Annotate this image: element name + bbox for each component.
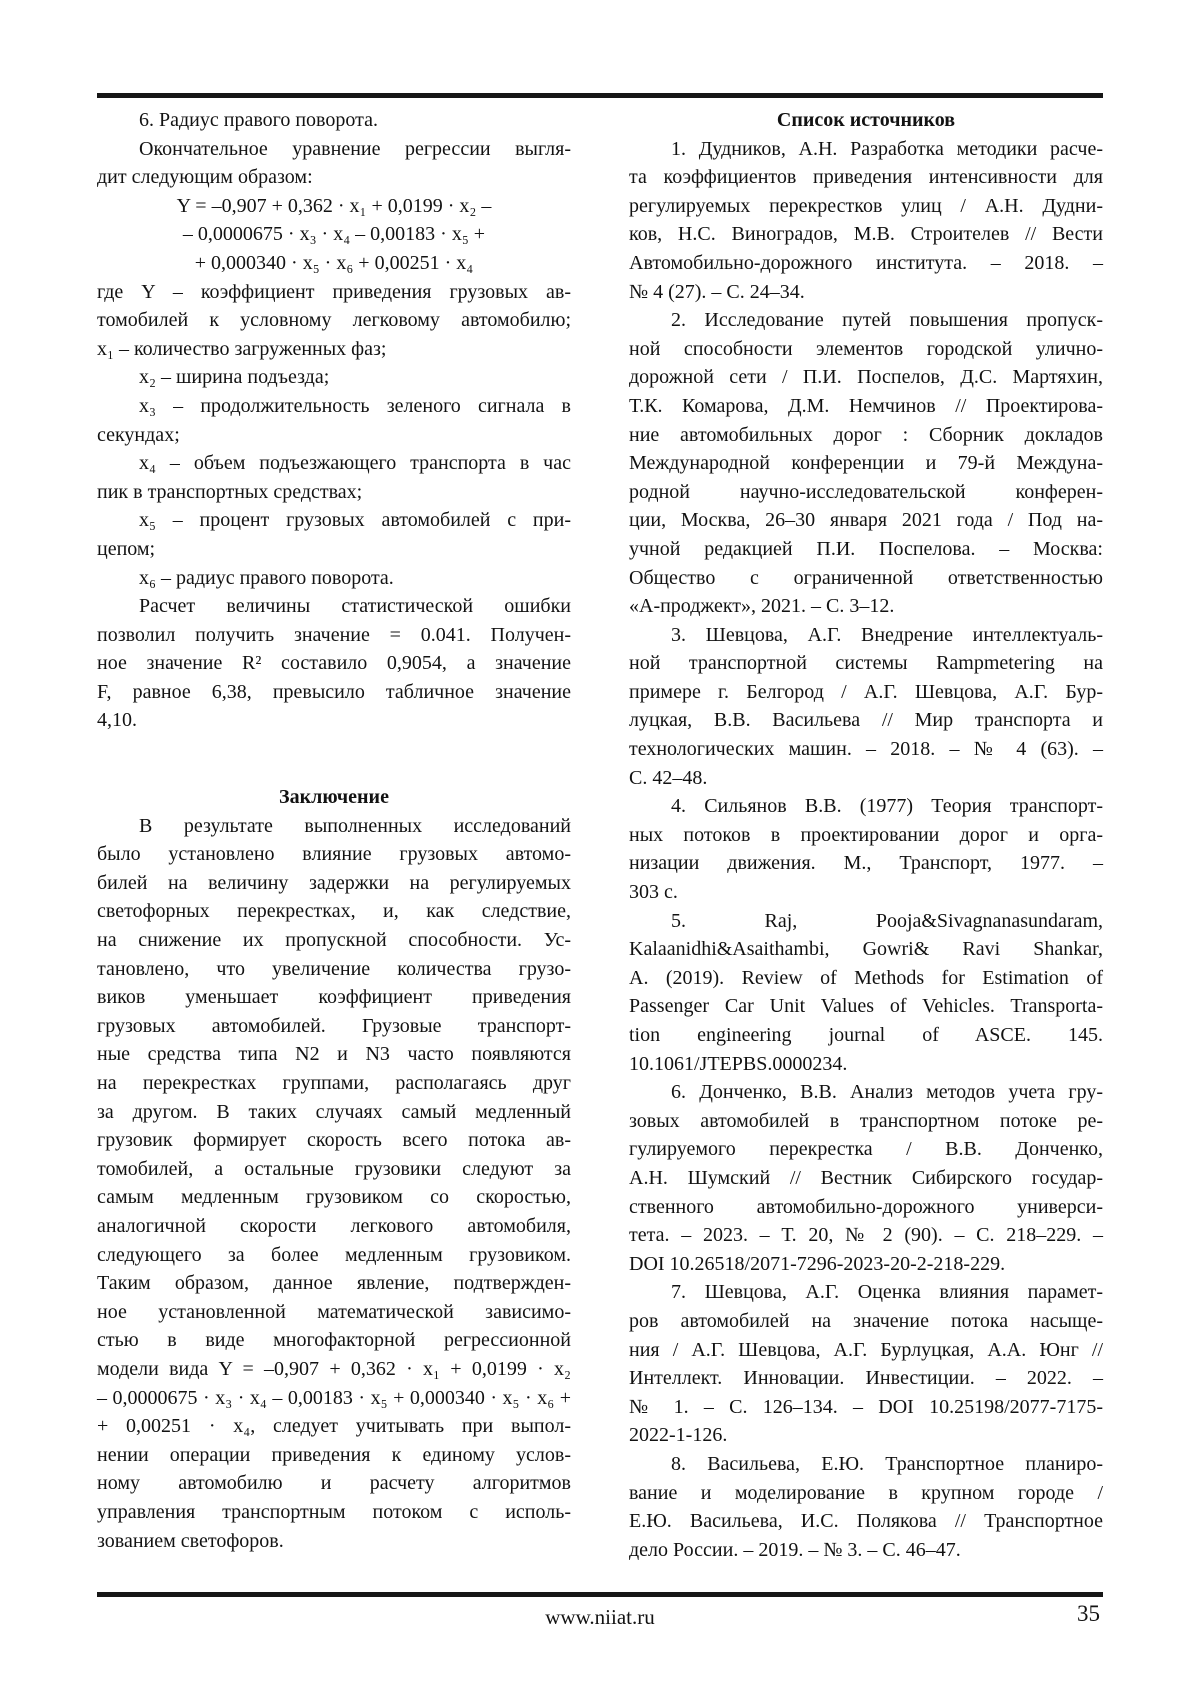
text-line: 3. Шевцова, А.Г. Внедрение интеллектуаль- — [671, 623, 1103, 646]
text-line: ному автомобилю и расчету алгоритмов — [97, 1472, 571, 1495]
text-line: F, равное 6,38, превысило табличное значение — [97, 680, 571, 703]
text-line: тановлено, что увеличение количества грузо- — [97, 957, 571, 980]
footer-site-url: www.niiat.ru — [545, 1605, 655, 1629]
regression-formula — [97, 192, 571, 278]
text-line: 6. Донченко, В.В. Анализ методов учета гру- — [671, 1081, 1103, 1104]
text-line: грузовик формирует скорость всего потока ав- — [97, 1129, 571, 1152]
text-line: x₂ – ширина подъезда; — [139, 366, 330, 389]
text-line: 303 с. — [629, 881, 678, 904]
text-line: 4. Сильянов В.В. (1977) Теория транспорт- — [671, 795, 1103, 818]
variable-definition-x3 — [97, 392, 571, 449]
text-line: низации движения. М., Транспорт, 1977. – — [629, 852, 1103, 875]
text-line: ния / А.Г. Шевцова, А.Г. Бурлуцкая, А.А. Юнг // — [629, 1338, 1103, 1361]
text-line: x₅ – процент грузовых автомобилей с при- — [139, 509, 571, 532]
right-column — [629, 106, 1103, 1564]
text-line: дорожной сети / П.И. Поспелов, Д.С. Мартяхин, — [629, 366, 1103, 389]
text-line: ции, Москва, 26–30 января 2021 года / Под на- — [629, 509, 1103, 532]
text-line: ной способности элементов городской улично- — [629, 337, 1103, 360]
text-line: ние автомобильных дорог : Сборник докладов — [629, 423, 1103, 446]
text-line: технологических машин. – 2018. – № 4 (63). – — [629, 738, 1103, 761]
text-line: ных потоков в проектировании дорог и орга- — [629, 823, 1103, 846]
text-line: стью в виде многофакторной регрессионной — [97, 1329, 571, 1352]
text-line: за другом. В таких случаях самый медленный — [97, 1100, 571, 1123]
text-line: 7. Шевцова, А.Г. Оценка влияния парамет- — [671, 1281, 1103, 1304]
text-line: Автомобильно-дорожного института. – 2018. – — [629, 251, 1103, 274]
reference-item-7 — [629, 1278, 1103, 1450]
text-line: ной транспортной системы Rampmetering на — [629, 652, 1103, 675]
two-column-layout — [97, 106, 1103, 1564]
text-line: Y = –0,907 + 0,362 · x₁ + 0,0199 · x₂ – — [176, 194, 492, 217]
text-line: x₁ – количество загруженных фаз; — [97, 337, 387, 360]
top-rule — [97, 93, 1103, 98]
text-line: 10.1061/JTEPBS.0000234. — [629, 1052, 848, 1075]
text-line: 1. Дудников, А.Н. Разработка методики расче- — [671, 137, 1103, 160]
text-line: С. 42–48. — [629, 766, 708, 789]
text-line: цепом; — [97, 537, 156, 560]
text-line: – 0,0000675 · x₃ · x₄ – 0,00183 · x₅ + — [182, 223, 486, 246]
text-line: Общество с ограниченной ответственностью — [629, 566, 1103, 589]
conclusion-heading: Заключение — [279, 786, 389, 809]
variable-definition-x2 — [97, 363, 571, 392]
text-line: томобилей к условному легковому автомобилю; — [97, 309, 571, 332]
variable-definition-x6 — [97, 564, 571, 593]
text-line: гулируемого перекрестка / В.В. Донченко, — [629, 1138, 1103, 1161]
text-line: тета. – 2023. – Т. 20, № 2 (90). – С. 218–229. – — [629, 1224, 1103, 1247]
variable-definition-x1 — [97, 335, 571, 364]
text-line: № 4 (27). – С. 24–34. — [629, 280, 805, 303]
text-line: самым медленным грузовиком со скоростью, — [97, 1186, 571, 1209]
variable-definition-x4 — [97, 449, 571, 506]
variable-definition-y — [97, 278, 571, 335]
text-line: модели вида Y = –0,907 + 0,362 · x₁ + 0,0199 · x₂ — [97, 1357, 571, 1380]
text-line: Passenger Car Unit Values of Vehicles. Transporta- — [629, 995, 1103, 1018]
text-line: x₃ – продолжительность зеленого сигнала в — [139, 394, 571, 417]
text-line: ные средства типа N2 и N3 часто появляются — [97, 1043, 571, 1066]
text-line: x₆ – радиус правого поворота. — [139, 566, 394, 589]
text-line: пик в транспортных средствах; — [97, 480, 363, 503]
text-line: Таким образом, данное явление, подтвержден- — [97, 1272, 571, 1295]
text-line: луцкая, В.В. Васильева // Мир транспорта и — [629, 709, 1103, 732]
text-line: Расчет величины статистической ошибки — [139, 595, 571, 618]
text-line: Окончательное уравнение регрессии выгля- — [139, 137, 571, 160]
text-line: регулируемых перекрестков улиц / А.Н. Дудни- — [629, 194, 1103, 217]
paragraph-statistics — [97, 592, 571, 735]
text-line: 8. Васильева, Е.Ю. Транспортное планиро- — [671, 1452, 1103, 1475]
text-line: A. (2019). Review of Methods for Estimation of — [629, 966, 1103, 989]
text-line: секундах; — [97, 423, 180, 446]
text-line: + 0,000340 · x₅ · x₆ + 0,00251 · x₄ — [194, 251, 474, 274]
text-line: светофорных перекрестках, и, как следствие, — [97, 900, 571, 923]
reference-item-2 — [629, 306, 1103, 621]
text-line: ков, Н.С. Виноградов, М.В. Строителев // Вести — [629, 223, 1103, 246]
text-line: 4,10. — [97, 709, 137, 732]
bottom-rule — [97, 1592, 1103, 1597]
text-line: Международной конференции и 79-й Междуна- — [629, 452, 1103, 475]
text-line: дело России. – 2019. – № 3. – С. 46–47. — [629, 1538, 961, 1561]
text-line: билей на величину задержки на регулируемых — [97, 871, 571, 894]
text-line: 2022-1-126. — [629, 1424, 728, 1447]
text-line: следующего за более медленным грузовиком. — [97, 1243, 571, 1266]
text-line: ное значение R² составило 0,9054, а значение — [97, 652, 571, 675]
reference-item-1 — [629, 135, 1103, 307]
text-line: А.Н. Шумский // Вестник Сибирского государ- — [629, 1166, 1103, 1189]
text-line: ров автомобилей на значение потока насыще- — [629, 1309, 1103, 1332]
text-line: ное установленной математической зависимо- — [97, 1300, 571, 1323]
text-line: дит следующим образом: — [97, 166, 313, 189]
text-line: зовых автомобилей в транспортном потоке ре- — [629, 1109, 1103, 1132]
text-line: нении операции приведения к единому услов- — [97, 1443, 571, 1466]
text-line: В результате выполненных исследований — [139, 814, 571, 837]
conclusion-paragraph — [97, 812, 571, 1555]
text-line: 6. Радиус правого поворота. — [139, 109, 378, 131]
reference-item-8 — [629, 1450, 1103, 1564]
text-line: виков уменьшает коэффициент приведения — [97, 986, 571, 1009]
text-line: Интеллект. Инновации. Инвестиции. – 2022. – — [629, 1367, 1103, 1390]
variable-definition-x5 — [97, 506, 571, 563]
text-line: родной научно-исследовательской конферен- — [629, 480, 1103, 503]
text-line: где Y – коэффициент приведения грузовых ав- — [97, 280, 571, 303]
text-line: 5. Raj, Pooja&Sivagnanasundaram, — [671, 909, 1103, 932]
text-line: зованием светофоров. — [97, 1529, 284, 1552]
text-line: tion engineering journal of ASCE. 145. — [629, 1024, 1103, 1046]
text-line: вание и моделирование в крупном городе / — [629, 1481, 1103, 1504]
text-line: на перекрестках группами, располагаясь друг — [97, 1072, 571, 1094]
text-line: управления транспортным потоком с исполь- — [97, 1500, 571, 1523]
text-line: аналогичной скорости легкового автомобиля, — [97, 1214, 571, 1237]
text-line: томобилей, а остальные грузовики следуют за — [97, 1157, 571, 1180]
left-column — [97, 106, 571, 1564]
text-line: на снижение их пропускной способности. Ус- — [97, 929, 571, 952]
text-line: 2. Исследование путей повышения пропуск- — [671, 309, 1103, 332]
text-line: грузовых автомобилей. Грузовые транспорт- — [97, 1014, 571, 1037]
reference-item-6 — [629, 1078, 1103, 1278]
text-line: позволил получить значение = 0.041. Получен- — [97, 623, 571, 646]
text-line: + 0,00251 · x₄, следует учитывать при выпол- — [97, 1415, 571, 1438]
text-line: примере г. Белгород / А.Г. Шевцова, А.Г. Бур- — [629, 680, 1103, 703]
sources-heading: Список источников — [776, 109, 956, 131]
text-line: – 0,0000675 · x₃ · x₄ – 0,00183 · x₅ + 0,000340 · x₅ · x₆ + — [97, 1386, 571, 1409]
text-line: ственного автомобильно-дорожного универси- — [629, 1195, 1103, 1218]
text-line: Е.Ю. Васильева, И.С. Полякова // Транспортное — [629, 1510, 1103, 1533]
reference-item-4 — [629, 792, 1103, 906]
text-line: было установлено влияние грузовых автомо- — [97, 843, 571, 866]
text-line: DOI 10.26518/2071-7296-2023-20-2-218-229. — [629, 1252, 1006, 1275]
text-line: x₄ – объем подъезжающего транспорта в час — [139, 452, 571, 475]
footer-page-number: 35 — [1077, 1601, 1100, 1626]
text-line: та коэффициентов приведения интенсивности для — [629, 166, 1103, 189]
text-line: Т.К. Комарова, Д.М. Немчинов // Проектирова- — [629, 394, 1103, 417]
reference-item-5 — [629, 907, 1103, 1079]
text-line: № 1. – С. 126–134. – DOI 10.25198/2077-7175- — [629, 1395, 1103, 1418]
text-line: Kalaanidhi&Asaithambi, Gowri& Ravi Shankar, — [629, 938, 1103, 961]
text-line: учной редакцией П.И. Поспелова. – Москва: — [629, 537, 1103, 560]
reference-item-3 — [629, 621, 1103, 793]
list-item-6-right-turn-radius — [97, 106, 571, 135]
paragraph-final-equation-intro — [97, 135, 571, 192]
text-line: «А-проджект», 2021. – С. 3–12. — [629, 595, 895, 618]
